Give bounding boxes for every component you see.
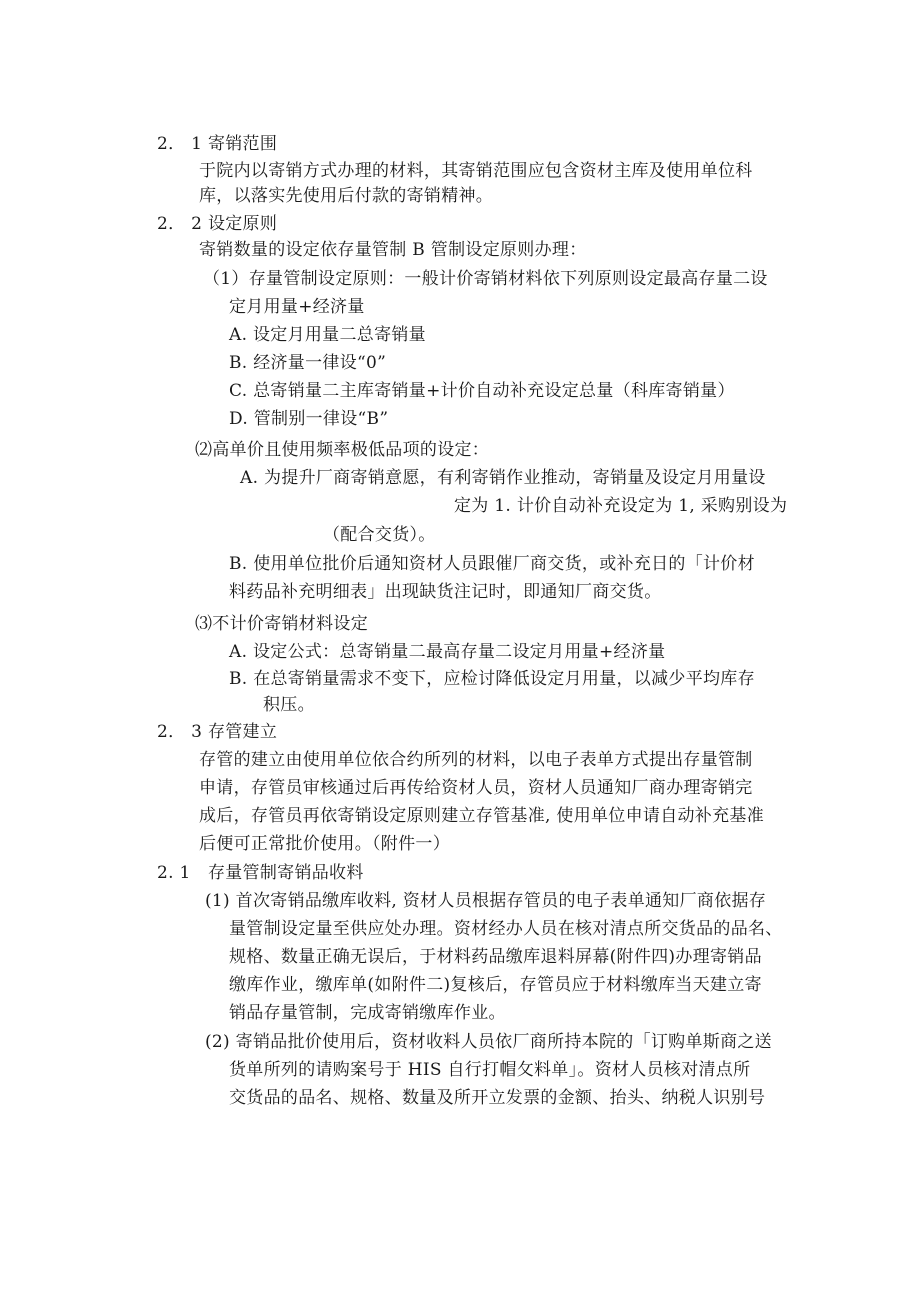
list-item-2: ⑵高单价且使用频率极低品项的设定： bbox=[195, 440, 490, 460]
list-item-2: (2) 寄销品批价使用后，资材收料人员依厂商所持本院的「订购单斯商之送 bbox=[205, 1032, 772, 1052]
sub-item-a: A. 设定公式：总寄销量二最高存量二设定月用量+经济量 bbox=[229, 642, 666, 662]
list-item-line: 缴库作业，缴库单(如附件二)复核后，存管员应于材料缴库当天建立寄 bbox=[229, 975, 762, 995]
list-item-1: （1）存量管制设定原则：一般计价寄销材料依下列原则设定最高存量二设 bbox=[203, 269, 768, 289]
paragraph-line: 库，以落实先使用后付款的寄销精神。 bbox=[199, 186, 494, 206]
list-item-line: 量管制设定量至供应处办理。资材经办人员在核对清点所交货品的品名、 bbox=[229, 919, 783, 939]
sub-item-line: （配合交货）。 bbox=[323, 525, 436, 545]
list-item-line: 货单所列的请购案号于 HIS 自行打帽攵料单」。资材人员核对清点所 bbox=[229, 1060, 751, 1080]
list-item-line: 定月用量+经济量 bbox=[229, 297, 365, 317]
sub-item-line: 积压。 bbox=[263, 695, 315, 715]
sub-item-b: B. 在总寄销量需求不变下，应检讨降低设定月用量，以减少平均库存 bbox=[229, 669, 755, 689]
heading-2-1-receiving: 2. 1 存量管制寄销品收料 bbox=[157, 863, 364, 883]
heading-2-2: 2． 2 设定原则 bbox=[157, 214, 278, 234]
paragraph-line: 后便可正常批价使用。（附件一） bbox=[199, 834, 450, 854]
sub-item-b: B. 经济量一律设“0” bbox=[229, 353, 387, 373]
sub-item-line: 定为 1. 计价自动补充设定为 1, 采购别设为 bbox=[454, 496, 788, 516]
sub-item-d: D. 管制别一律设“B” bbox=[229, 409, 389, 429]
paragraph-line: 成后，存管员再依寄销设定原则建立存管基准, 使用单位申请自动补充基准 bbox=[199, 806, 765, 826]
list-item-1: (1) 首次寄销品缴库收料, 资材人员根据存管员的电子表单通知厂商依据存 bbox=[205, 891, 767, 911]
paragraph-line: 申请，存管员审核通过后再传给资材人员，资材人员通知厂商办理寄销完 bbox=[199, 778, 753, 798]
list-item-line: 销品存量管制，完成寄销缴库作业。 bbox=[229, 1003, 506, 1023]
heading-2-3: 2． 3 存管建立 bbox=[157, 722, 278, 742]
paragraph-line: 于院内以寄销方式办理的材料，其寄销范围应包含资材主库及使用单位科 bbox=[199, 161, 753, 181]
sub-item-a: A. 为提升厂商寄销意愿，有利寄销作业推动，寄销量及设定月用量设 bbox=[240, 468, 766, 488]
heading-2-1: 2． 1 寄销范围 bbox=[157, 134, 278, 154]
sub-item-a: A. 设定月用量二总寄销量 bbox=[229, 325, 426, 345]
list-item-line: 规格、数量正确无误后，于材料药品缴库退料屏幕(附件四)办理寄销品 bbox=[229, 947, 762, 967]
list-item-line: 交货品的品名、规格、数量及所开立发票的金额、抬头、纳税人识别号 bbox=[229, 1088, 766, 1108]
paragraph-line: 寄销数量的设定依存量管制 B 管制设定原则办理： bbox=[199, 240, 587, 260]
list-item-3: ⑶不计价寄销材料设定 bbox=[195, 614, 368, 634]
sub-item-b: B. 使用单位批价后通知资材人员跟催厂商交货，或补充日的「计价材 bbox=[229, 554, 755, 574]
sub-item-line: 料药品补充明细表」出现缺货注记时，即通知厂商交货。 bbox=[229, 582, 662, 602]
sub-item-c: C. 总寄销量二主库寄销量+计价自动补充设定总量（科库寄销量） bbox=[229, 381, 735, 401]
paragraph-line: 存管的建立由使用单位依合约所列的材料，以电子表单方式提出存量管制 bbox=[199, 750, 753, 770]
